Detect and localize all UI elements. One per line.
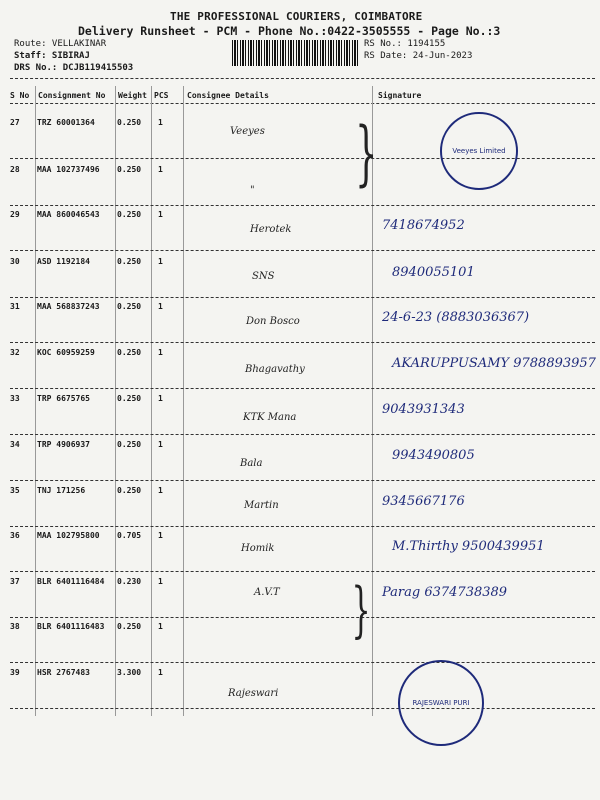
stamp-text: RAJESWARI PURI (412, 699, 470, 707)
row-consignment: ASD 1192184 (37, 257, 90, 266)
row-divider (10, 297, 595, 298)
row-signature: AKARUPPUSAMY 9788893957 (392, 356, 596, 371)
row-sno: 33 (10, 394, 20, 403)
row-weight: 0.250 (117, 394, 142, 403)
row-sno: 30 (10, 257, 20, 266)
row-consignee: Veeyes (230, 126, 265, 137)
row-consignment: TRP 4906937 (37, 440, 90, 449)
row-pcs: 1 (158, 577, 163, 586)
row-weight: 0.250 (117, 622, 142, 631)
row-divider (10, 250, 595, 251)
row-sno: 38 (10, 622, 20, 631)
column-line (35, 86, 36, 716)
row-signature: 24-6-23 (8883036367) (382, 310, 530, 325)
row-sno: 36 (10, 531, 20, 540)
row-weight: 3.300 (117, 668, 142, 677)
row-sno: 28 (10, 165, 20, 174)
route-label: Route: VELLAKINAR (14, 39, 107, 49)
row-divider (10, 434, 595, 435)
col-consignee: Consignee Details (187, 91, 269, 100)
rs-info (364, 38, 472, 62)
row-signature: 9345667176 (382, 494, 465, 509)
column-line (115, 86, 116, 716)
row-divider (10, 708, 595, 709)
column-line (183, 86, 184, 716)
row-consignee: A.V.T (254, 587, 280, 598)
row-consignee: Homik (241, 543, 275, 554)
col-weight: Weight (118, 91, 147, 100)
row-consignment: MAA 102737496 (37, 165, 100, 174)
row-consignment: MAA 860046543 (37, 210, 100, 219)
row-consignment: BLR 6401116483 (37, 622, 105, 631)
row-pcs: 1 (158, 348, 163, 357)
row-sno: 31 (10, 302, 20, 311)
row-sno: 35 (10, 486, 20, 495)
header-divider (10, 78, 595, 79)
row-weight: 0.250 (117, 210, 142, 219)
row-signature: Parag 6374738389 (382, 585, 508, 600)
row-consignee: KTK Mana (243, 412, 297, 423)
row-pcs: 1 (158, 394, 163, 403)
row-signature: M.Thirthy 9500439951 (392, 539, 545, 554)
row-consignment: KOC 60959259 (37, 348, 95, 357)
row-pcs: 1 (158, 210, 163, 219)
staff-label: Staff: SIBIRAJ (14, 51, 90, 61)
col-consignment: Consignment No (38, 91, 106, 100)
row-pcs: 1 (158, 165, 163, 174)
company-title: THE PROFESSIONAL COURIERS, COIMBATORE (170, 10, 423, 23)
row-divider (10, 205, 595, 206)
col-signature: Signature (378, 91, 422, 100)
row-consignment: BLR 6401116484 (37, 577, 105, 586)
rs-number: RS No.: 1194155 (364, 39, 446, 49)
row-signature: 8940055101 (392, 265, 475, 280)
row-sno: 27 (10, 118, 20, 127)
row-divider (10, 388, 595, 389)
veeyes-stamp (440, 112, 518, 190)
row-divider (10, 342, 595, 343)
col-pcs: PCS (154, 91, 169, 100)
row-weight: 0.250 (117, 302, 142, 311)
row-weight: 0.250 (117, 165, 142, 174)
row-signature: 7418674952 (382, 218, 465, 233)
row-consignment: TRP 6675765 (37, 394, 90, 403)
row-signature: 9043931343 (382, 402, 465, 417)
rajeswari-stamp (398, 660, 484, 746)
route-info (14, 38, 133, 74)
row-weight: 0.250 (117, 440, 142, 449)
row-weight: 0.250 (117, 118, 142, 127)
row-consignee: Bhagavathy (245, 364, 305, 375)
brace-mark: } (351, 575, 371, 645)
row-weight: 0.705 (117, 531, 142, 540)
row-consignee: Herotek (250, 224, 292, 235)
row-divider (10, 526, 595, 527)
row-pcs: 1 (158, 622, 163, 631)
row-divider (10, 617, 595, 618)
row-sno: 29 (10, 210, 20, 219)
runsheet-subtitle: Delivery Runsheet - PCM - Phone No.:0422-3505555 - Page No.:3 (78, 24, 501, 38)
row-pcs: 1 (158, 118, 163, 127)
row-consignee: Don Bosco (246, 316, 300, 327)
stamp-text: Veeyes Limited (452, 147, 506, 155)
row-consignment: TRZ 60001364 (37, 118, 95, 127)
row-weight: 0.250 (117, 486, 142, 495)
row-consignment: TNJ 171256 (37, 486, 86, 495)
brace-mark: } (355, 112, 378, 194)
drs-label: DRS No.: DCJB119415503 (14, 63, 134, 73)
row-consignee: SNS (252, 271, 275, 282)
row-pcs: 1 (158, 302, 163, 311)
row-consignee: Rajeswari (228, 688, 279, 699)
row-pcs: 1 (158, 440, 163, 449)
rs-date: RS Date: 24-Jun-2023 (364, 51, 473, 61)
row-divider (10, 480, 595, 481)
row-signature: 9943490805 (392, 448, 475, 463)
row-pcs: 1 (158, 668, 163, 677)
column-line (151, 86, 152, 716)
row-pcs: 1 (158, 486, 163, 495)
row-divider (10, 662, 595, 663)
row-consignment: MAA 568837243 (37, 302, 100, 311)
row-weight: 0.250 (117, 348, 142, 357)
row-sno: 39 (10, 668, 20, 677)
row-sno: 32 (10, 348, 20, 357)
row-weight: 0.250 (117, 257, 142, 266)
barcode (232, 40, 360, 66)
row-divider (10, 571, 595, 572)
col-sno: S No (10, 91, 30, 100)
row-consignment: MAA 102795800 (37, 531, 100, 540)
row-pcs: 1 (158, 257, 163, 266)
column-divider (10, 103, 595, 104)
row-consignee: " (250, 185, 255, 196)
row-sno: 34 (10, 440, 20, 449)
row-consignment: HSR 2767483 (37, 668, 90, 677)
row-pcs: 1 (158, 531, 163, 540)
row-weight: 0.230 (117, 577, 142, 586)
row-sno: 37 (10, 577, 20, 586)
row-consignee: Bala (240, 458, 263, 469)
row-consignee: Martin (244, 500, 279, 511)
